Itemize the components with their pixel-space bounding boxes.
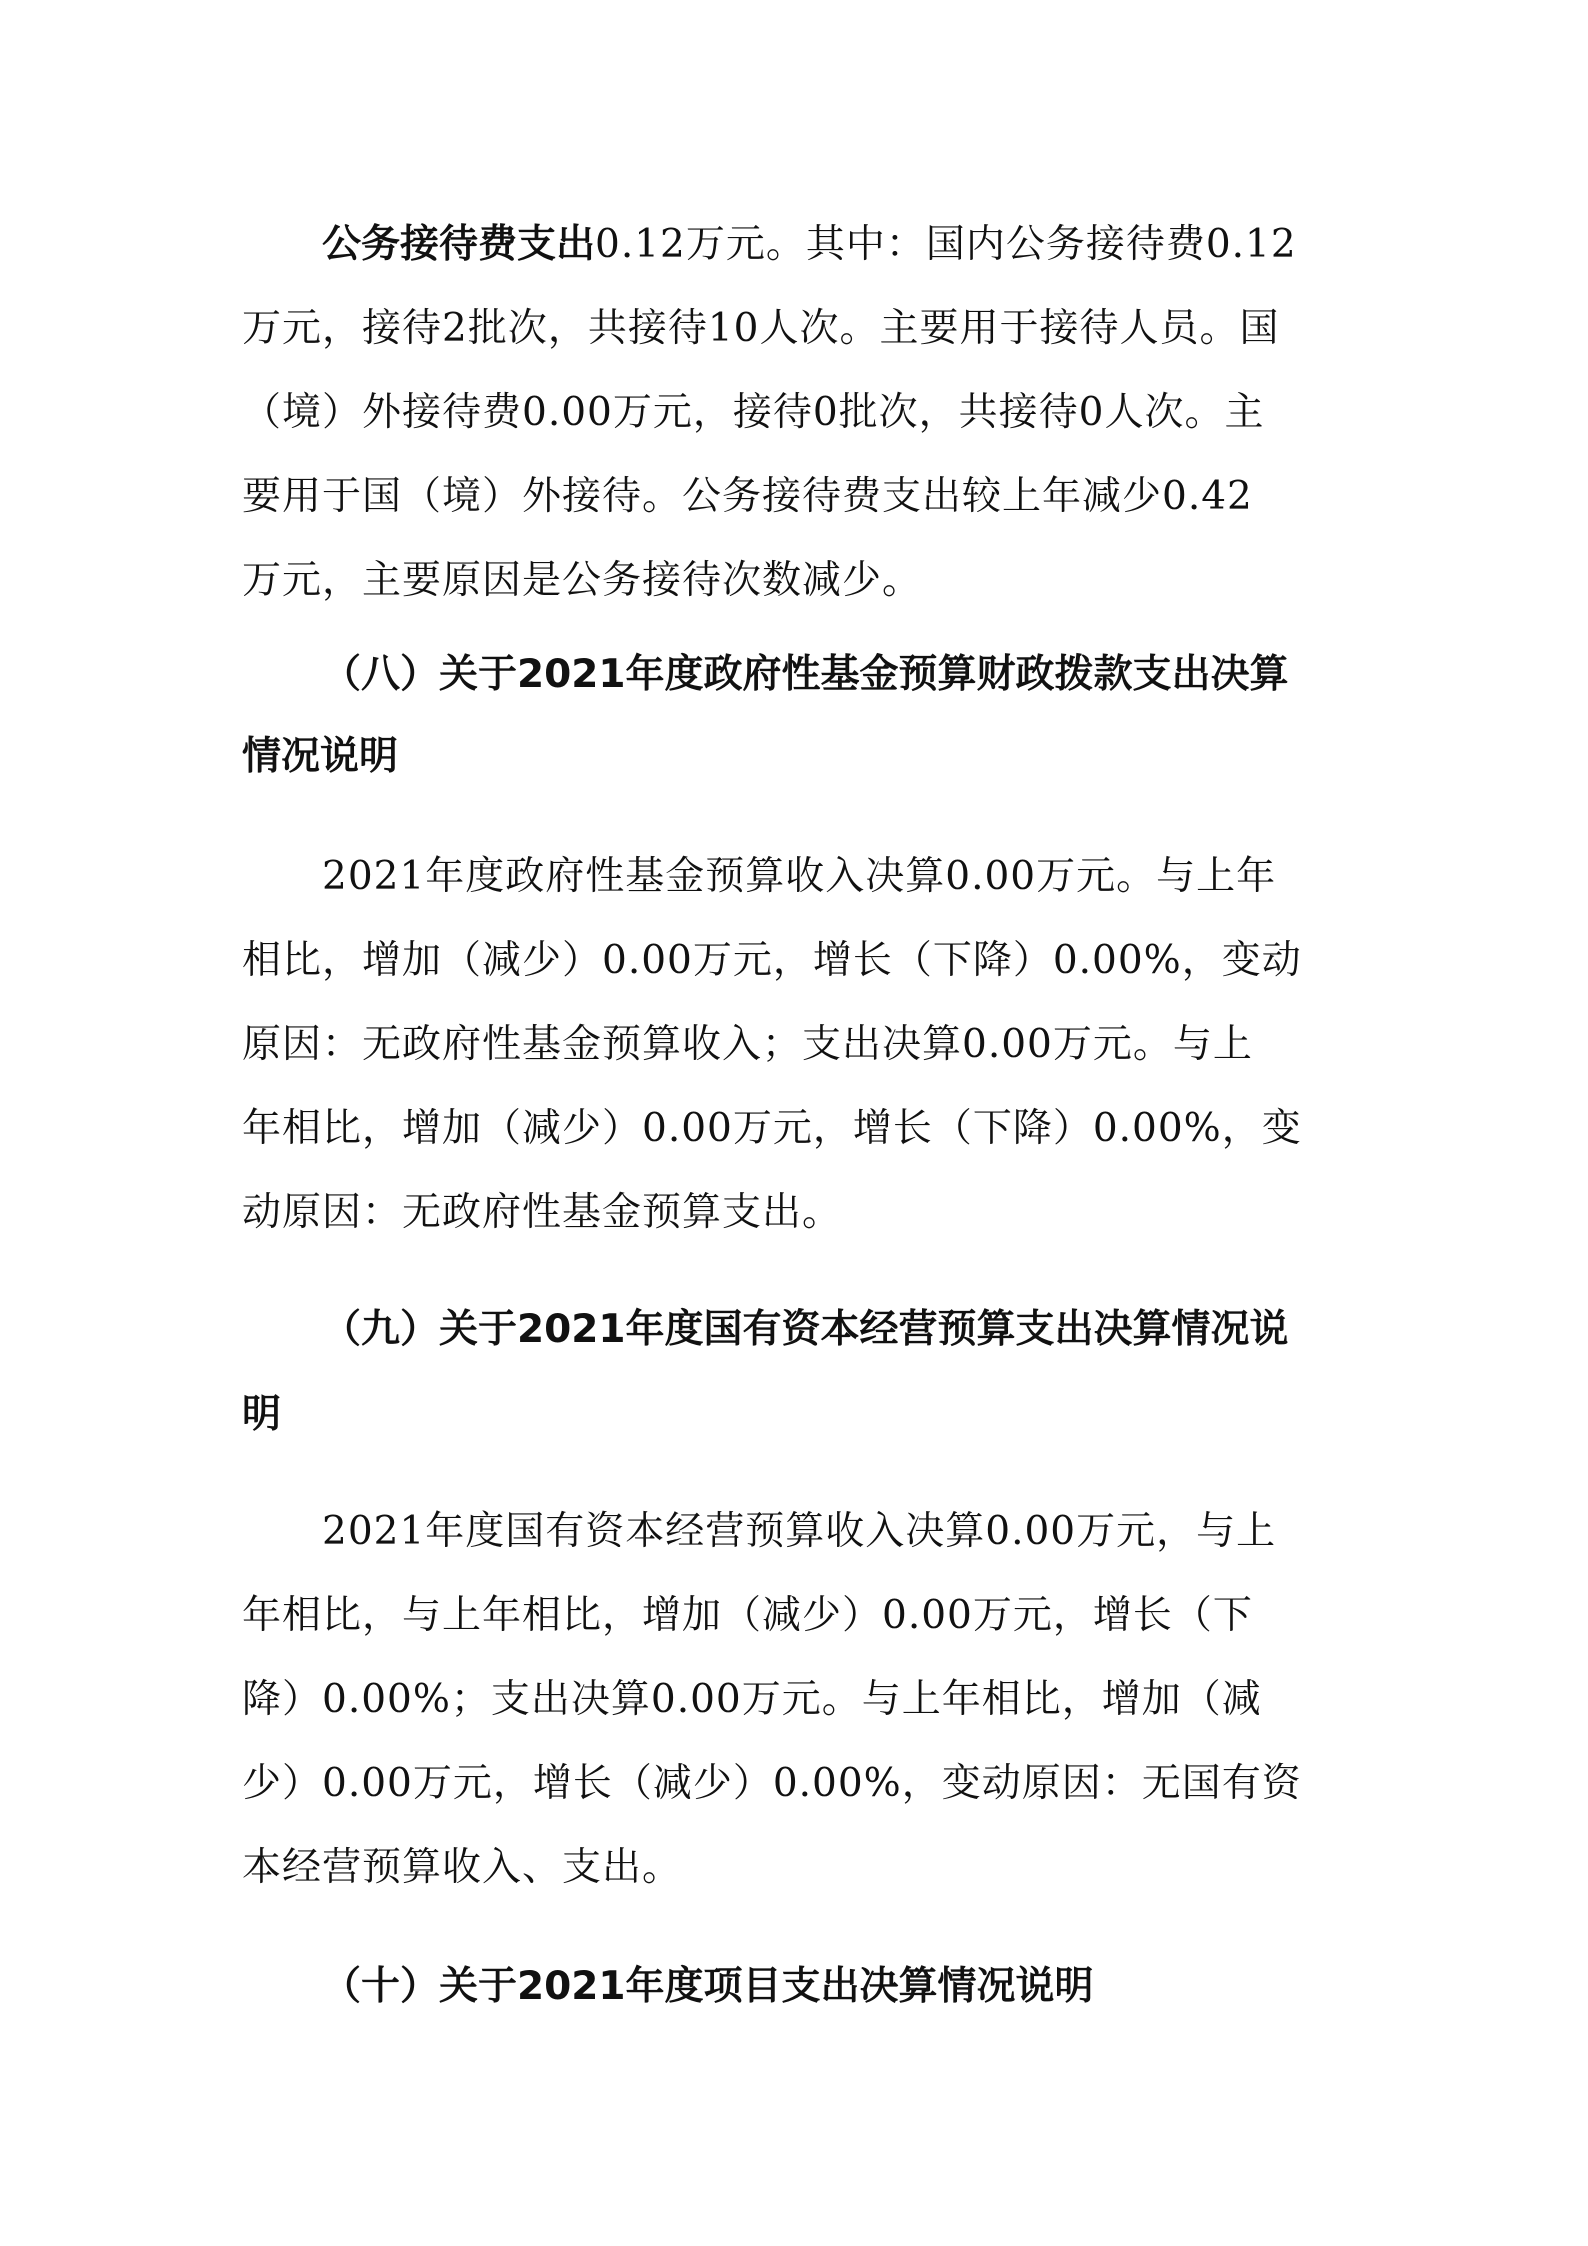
section-9-body-line-2: 年相比，与上年相比，增加（减少）0.00万元，增长（下 (242, 1593, 1253, 1638)
section-9-heading-line-2: 明 (242, 1392, 282, 1437)
reception-lead-label: 公务接待费支出 (322, 222, 596, 267)
reception-paragraph-line-4: 要用于国（境）外接待。公务接待费支出较上年减少0.42 (242, 474, 1253, 519)
section-10-heading-line-1: （十）关于2021年度项目支出决算情况说明 (322, 1964, 1094, 2009)
section-8-heading-line-2: 情况说明 (242, 734, 399, 779)
section-9-heading-line-1: （九）关于2021年度国有资本经营预算支出决算情况说 (322, 1307, 1289, 1352)
reception-line-1-text: 0.12万元。其中：国内公务接待费0.12 (595, 222, 1297, 267)
section-8-body-line-1: 2021年度政府性基金预算收入决算0.00万元。与上年 (322, 854, 1277, 899)
reception-paragraph-line-3: （境）外接待费0.00万元，接待0批次，共接待0人次。主 (242, 390, 1265, 435)
section-9-body-line-5: 本经营预算收入、支出。 (242, 1845, 683, 1890)
section-8-body-line-3: 原因：无政府性基金预算收入；支出决算0.00万元。与上 (242, 1022, 1253, 1067)
section-9-body-line-1: 2021年度国有资本经营预算收入决算0.00万元，与上 (322, 1509, 1277, 1554)
section-8-body-line-5: 动原因：无政府性基金预算支出。 (242, 1190, 843, 1235)
section-8-body-line-4: 年相比，增加（减少）0.00万元，增长（下降）0.00%，变 (242, 1106, 1302, 1151)
section-8-heading-line-1: （八）关于2021年度政府性基金预算财政拨款支出决算 (322, 652, 1289, 697)
section-8-body-line-2: 相比，增加（减少）0.00万元，增长（下降）0.00%，变动 (242, 938, 1302, 983)
reception-paragraph-line-2: 万元，接待2批次，共接待10人次。主要用于接待人员。国 (242, 306, 1280, 351)
reception-paragraph-line-5: 万元，主要原因是公务接待次数减少。 (242, 558, 923, 603)
section-9-body-line-4: 少）0.00万元，增长（减少）0.00%，变动原因：无国有资 (242, 1761, 1302, 1806)
reception-paragraph-line-1 (322, 220, 1437, 270)
section-9-body-line-3: 降）0.00%；支出决算0.00万元。与上年相比，增加（减 (242, 1677, 1262, 1722)
